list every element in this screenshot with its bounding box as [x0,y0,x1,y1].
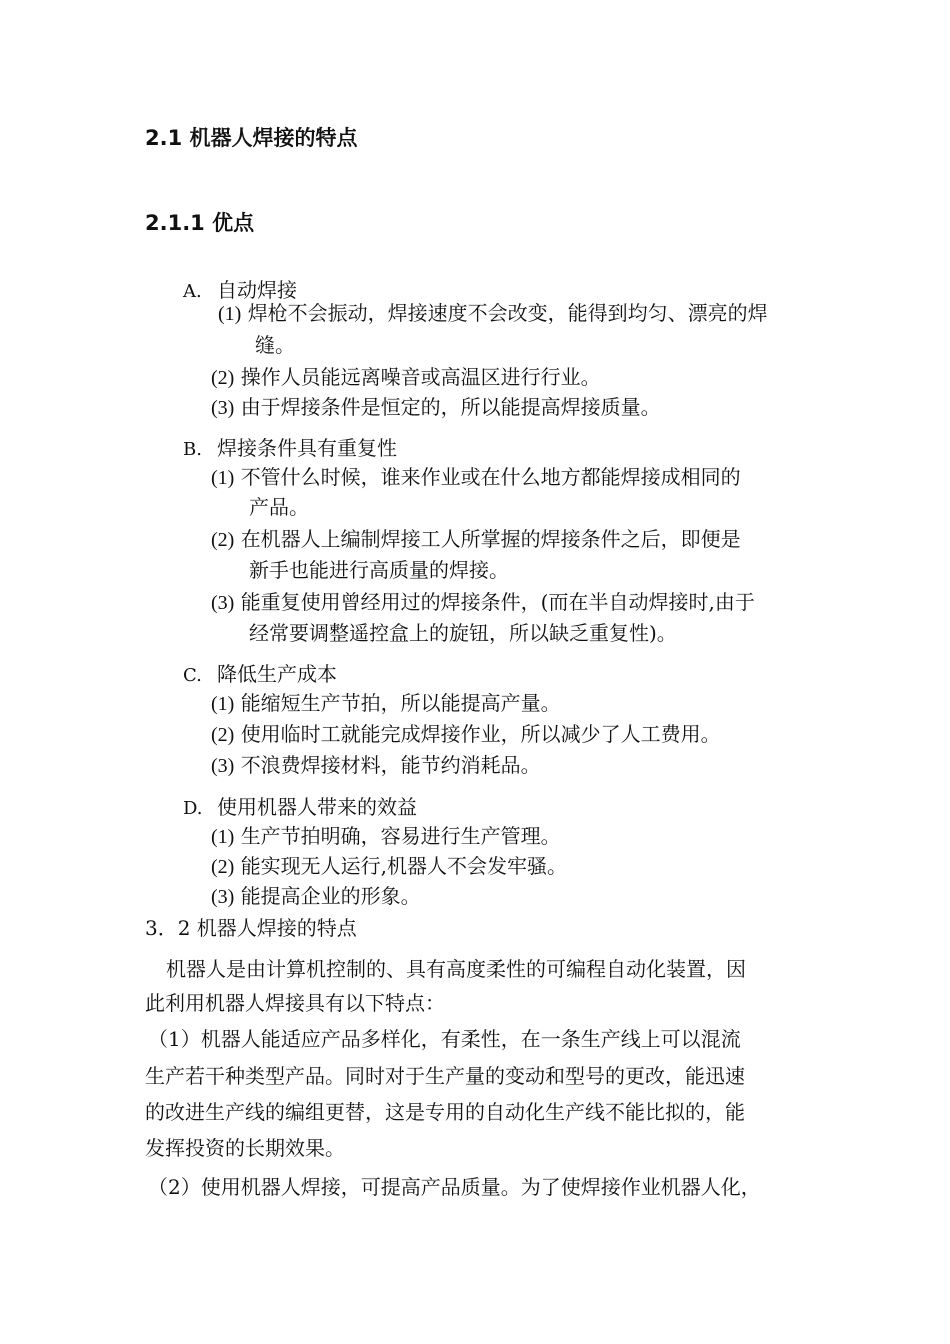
section-title: 降低生产成本 [217,662,337,686]
item-number: (1) [211,826,235,848]
list-item [211,688,561,719]
item-text: 能提高企业的形象。 [240,884,421,908]
list-item [211,587,755,618]
section-c-title [183,660,337,690]
list-item [211,851,567,882]
item-text: 能重复使用曾经用过的焊接条件，(而在半自动焊接时,由于 [240,590,755,614]
heading-2-1-1: 2.1.1 优点 [145,211,255,235]
item-text: 由于焊接条件是恒定的，所以能提高焊接质量。 [240,395,661,419]
item-text: 操作人员能远离噪音或高温区进行行业。 [240,365,601,389]
item-number: (1) [218,303,242,325]
section-letter: A. [183,281,202,302]
item-continuation: 经常要调整遥控盒上的旋钮，所以缺乏重复性)。 [249,621,677,645]
section-letter: D. [183,798,203,819]
item-text: 生产节拍明确，容易进行生产管理。 [240,824,561,848]
list-item [211,719,721,750]
item-number: (3) [211,755,235,777]
item-number: (1) [211,467,235,489]
item-number: (2) [211,856,235,878]
section-title: 自动焊接 [217,278,297,302]
section-title: 焊接条件具有重复性 [217,436,397,460]
section-letter: B. [183,439,202,460]
item-text: 在机器人上编制焊接工人所掌握的焊接条件之后，即便是 [240,527,741,551]
paragraph-line: 的改进生产线的编组更替，这是专用的自动化生产线不能比拟的，能 [145,1100,745,1124]
list-item [211,750,541,781]
item-number: (3) [211,592,235,614]
list-item [211,392,661,423]
item-number: (2) [211,367,235,389]
section-d-title [183,793,417,823]
list-item [218,298,768,329]
list-item [211,462,741,493]
list-item [211,821,561,852]
item-text: 焊枪不会振动，焊接速度不会改变，能得到均匀、漂亮的焊 [247,301,768,325]
paragraph-line: （1）机器人能适应产品多样化，有柔性，在一条生产线上可以混流 [148,1027,741,1051]
list-item [211,524,741,555]
item-number: (2) [211,724,235,746]
item-number: (2) [211,529,235,551]
item-text: 使用临时工就能完成焊接作业，所以减少了人工费用。 [240,722,721,746]
list-item [211,881,421,912]
section-title: 使用机器人带来的效益 [217,795,417,819]
item-text: 能实现无人运行,机器人不会发牢骚。 [240,854,568,878]
item-number: (3) [211,886,235,908]
item-continuation: 缝。 [255,333,295,357]
item-text: 能缩短生产节拍，所以能提高产量。 [240,691,561,715]
heading-2-1: 2.1 机器人焊接的特点 [145,126,358,150]
paragraph-line: 机器人是由计算机控制的、具有高度柔性的可编程自动化装置，因 [166,957,746,981]
paragraph-line: （2）使用机器人焊接，可提高产品质量。为了使焊接作业机器人化， [148,1175,761,1199]
list-item [211,362,601,393]
item-continuation: 新手也能进行高质量的焊接。 [249,558,509,582]
section-b-title [183,434,397,464]
item-text: 不管什么时候，谁来作业或在什么地方都能焊接成相同的 [240,465,741,489]
item-number: (3) [211,397,235,419]
paragraph-line: 发挥投资的长期效果。 [145,1136,345,1160]
item-text: 不浪费焊接材料，能节约消耗品。 [240,753,541,777]
heading-3-2: 3．2 机器人焊接的特点 [145,916,357,940]
paragraph-line: 此利用机器人焊接具有以下特点： [145,991,445,1015]
item-number: (1) [211,693,235,715]
item-continuation: 产品。 [249,495,309,519]
paragraph-line: 生产若干种类型产品。同时对于生产量的变动和型号的更改，能迅速 [145,1064,745,1088]
section-letter: C. [183,665,202,686]
